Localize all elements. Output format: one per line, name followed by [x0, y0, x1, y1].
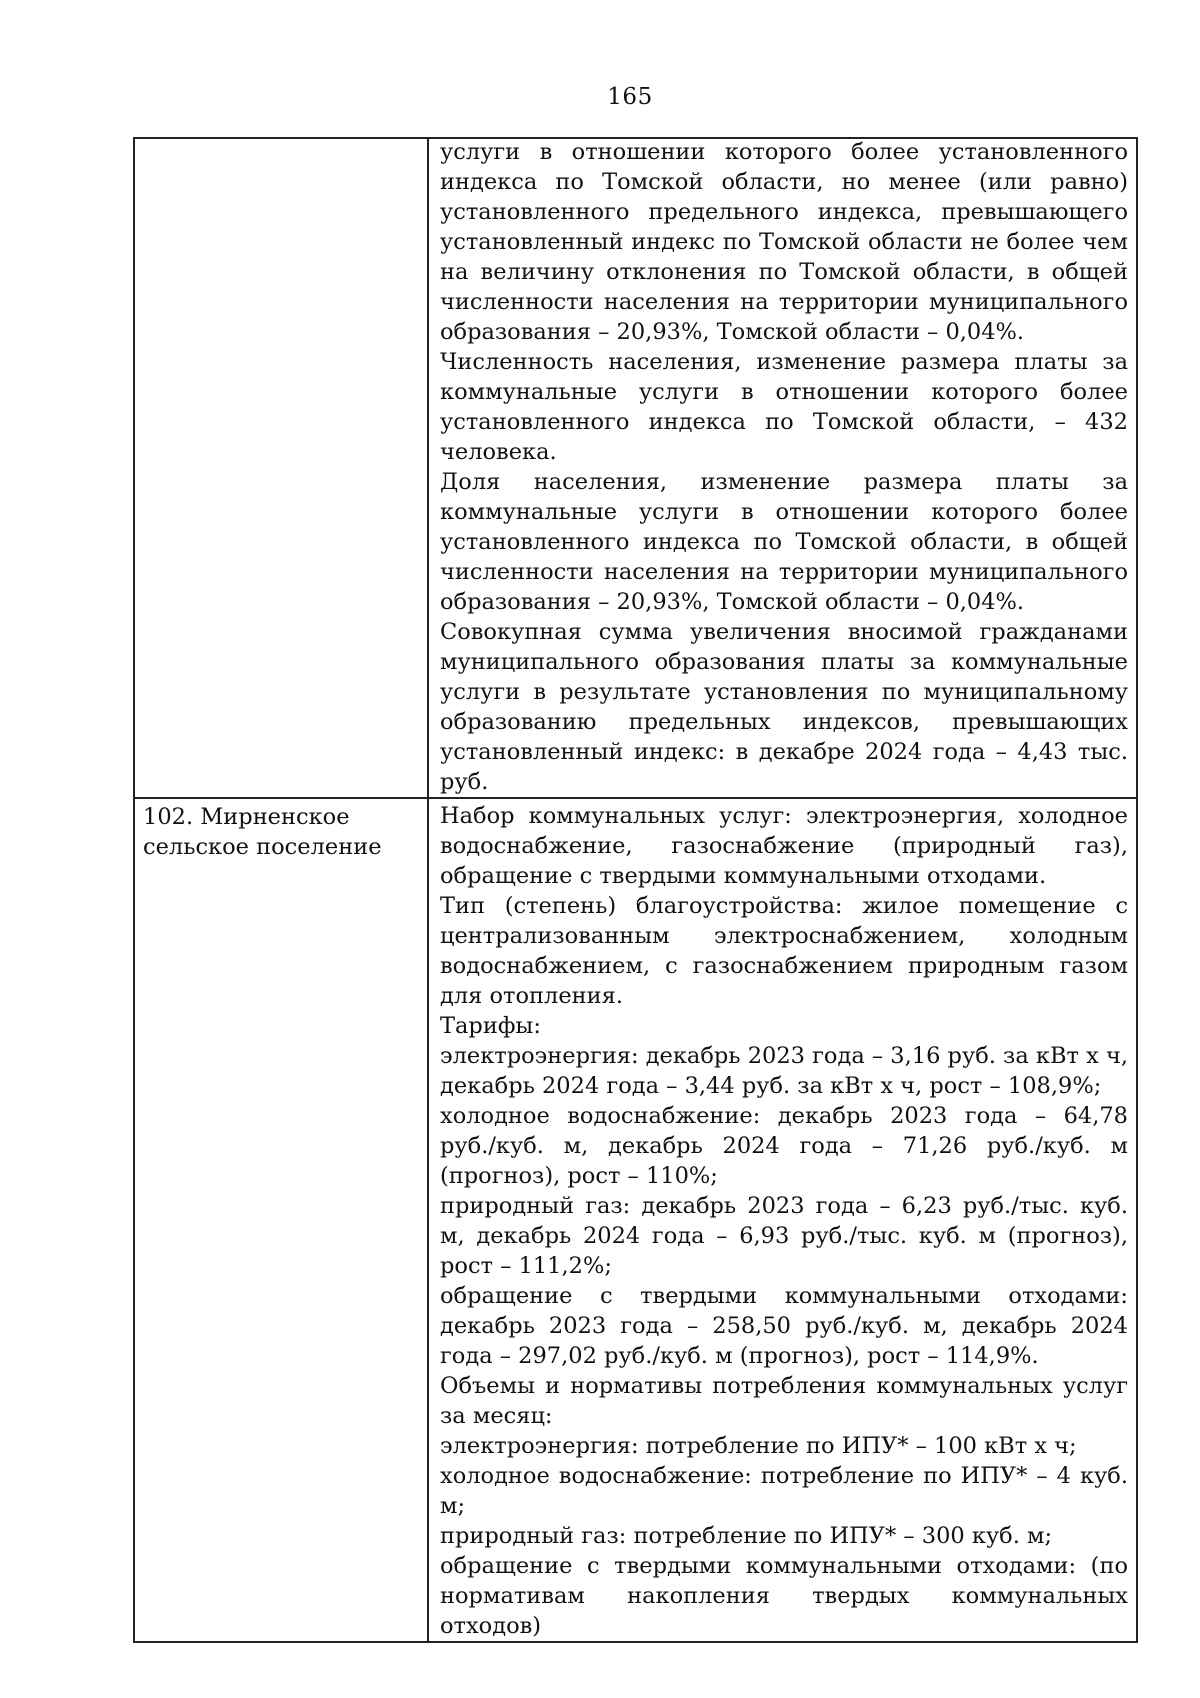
description-paragraph: Объемы и нормативы потребления коммунальных услуг за месяц:	[440, 1373, 1128, 1429]
description-paragraph: природный газ: потребление по ИПУ* – 300 куб. м;	[440, 1523, 1053, 1549]
description-paragraph: Тип (степень) благоустройства: жилое помещение с централизованным электроснабжением, холодным водоснабжением, с газоснабжением природным газом для отопления.	[440, 893, 1128, 1009]
municipality-name	[135, 139, 427, 142]
table-row	[134, 798, 1137, 1642]
page-number: 165	[607, 84, 653, 110]
description-paragraph: Тарифы:	[440, 1013, 541, 1039]
description-paragraph: природный газ: декабрь 2023 года – 6,23 руб./тыс. куб. м, декабрь 2024 года – 6,93 руб./тыс. куб. м (прогноз), рост – 111,2%;	[440, 1193, 1128, 1279]
municipality-cell	[134, 798, 428, 1642]
municipality-cell	[134, 138, 428, 798]
municipality-name: 102. Мирненское сельское поселение	[143, 804, 382, 860]
municipal-tariff-table	[133, 137, 1138, 1643]
description-cell	[428, 138, 1137, 798]
description-paragraph: Совокупная сумма увеличения вносимой гражданами муниципального образования платы за коммунальные услуги в результате установления по муниципальному образованию предельных индексов, превышающих установленный индекс: в декабре 2024 года – 4,43 тыс. руб.	[440, 619, 1128, 795]
description-paragraph: холодное водоснабжение: потребление по ИПУ* – 4 куб. м;	[440, 1463, 1128, 1519]
description-paragraph: Доля населения, изменение размера платы за коммунальные услуги в отношении которого более установленного индекса по Томской области, в общей численности населения на территории муниципального образования – 20,93%, Томской области – 0,04%.	[440, 469, 1128, 615]
description-cell	[428, 798, 1137, 1642]
description-paragraph: услуги в отношении которого более установленного индекса по Томской области, но менее (или равно) установленного предельного индекса, превышающего установленный индекс по Томской области не более чем на величину отклонения по Томской области, в общей численности населения на территории муниципального образования – 20,93%, Томской области – 0,04%.	[440, 139, 1128, 345]
description-paragraph: Набор коммунальных услуг: электроэнергия, холодное водоснабжение, газоснабжение (природный газ), обращение с твердыми коммунальными отходами.	[440, 803, 1128, 889]
description-paragraph: электроэнергия: декабрь 2023 года – 3,16 руб. за кВт x ч, декабрь 2024 года – 3,44 руб. за кВт x ч, рост – 108,9%;	[440, 1043, 1128, 1099]
description-paragraph: обращение с твердыми коммунальными отходами: (по нормативам накопления твердых коммунальных отходов)	[440, 1553, 1128, 1639]
description-paragraph: Численность населения, изменение размера платы за коммунальные услуги в отношении которого более установленного индекса по Томской области, – 432 человека.	[440, 349, 1128, 465]
description-paragraph: электроэнергия: потребление по ИПУ* – 100 кВт x ч;	[440, 1433, 1077, 1459]
description-paragraph: обращение с твердыми коммунальными отходами: декабрь 2023 года – 258,50 руб./куб. м, декабрь 2024 года – 297,02 руб./куб. м (прогноз), рост – 114,9%.	[440, 1283, 1128, 1369]
table-row	[134, 138, 1137, 798]
description-paragraph: холодное водоснабжение: декабрь 2023 года – 64,78 руб./куб. м, декабрь 2024 года – 71,26 руб./куб. м (прогноз), рост – 110%;	[440, 1103, 1128, 1189]
